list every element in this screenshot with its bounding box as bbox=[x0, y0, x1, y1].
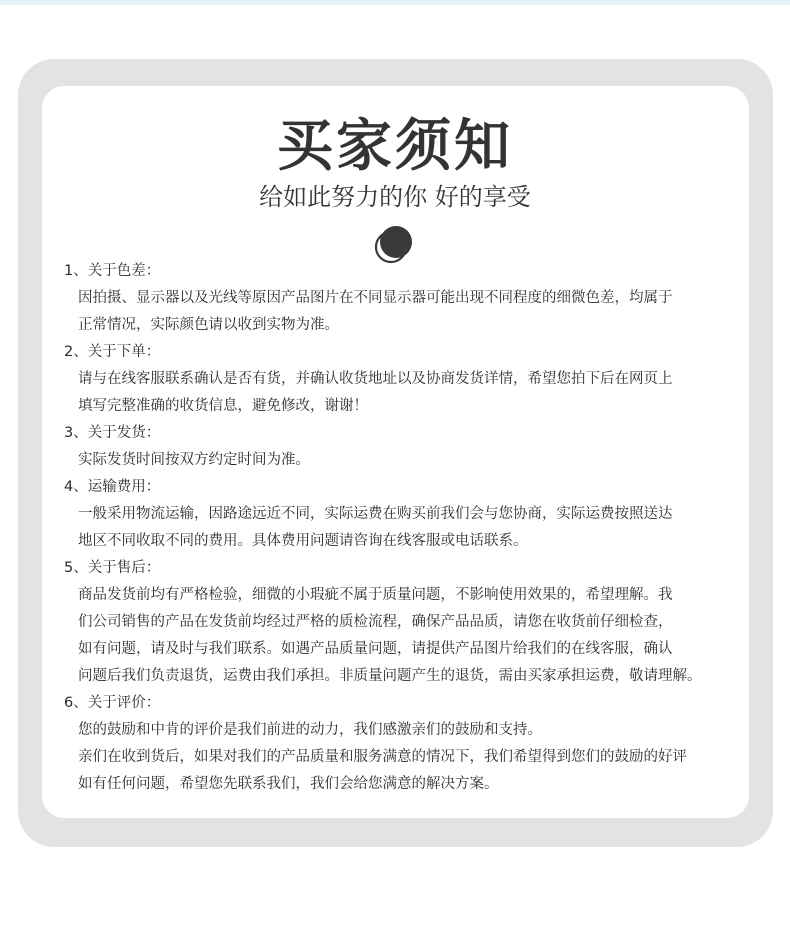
section-heading: 3、关于发货： bbox=[64, 425, 161, 441]
section-heading: 2、关于下单： bbox=[64, 344, 161, 360]
section-text-line: 请与在线客服联系确认是否有货，并确认收货地址以及协商发货详情，希望您拍下后在网页上 bbox=[78, 371, 673, 387]
section-text-line: 如有问题，请及时与我们联系。如遇产品质量问题，请提供产品图片给我们的在线客服，确认 bbox=[78, 641, 673, 657]
section-text-line: 因拍摄、显示器以及光线等原因产品图片在不同显示器可能出现不同程度的细微色差，均属于 bbox=[78, 290, 673, 306]
section-text-line: 正常情况，实际颜色请以收到实物为准。 bbox=[78, 317, 339, 333]
page-subtitle: 给如此努力的你 好的享受 bbox=[259, 183, 531, 211]
notice-section-reviews bbox=[64, 690, 754, 798]
section-heading: 6、关于评价： bbox=[64, 695, 161, 711]
section-heading: 1、关于色差： bbox=[64, 263, 161, 279]
section-text-line: 实际发货时间按双方约定时间为准。 bbox=[78, 452, 310, 468]
section-heading: 5、关于售后： bbox=[64, 560, 161, 576]
notice-content bbox=[64, 258, 754, 798]
section-text-line: 问题后我们负责退货，运费由我们承担。非质量问题产生的退货，需由买家承担运费，敬请理解。 bbox=[78, 668, 702, 684]
section-text-line: 亲们在收到货后，如果对我们的产品质量和服务满意的情况下，我们希望得到您们的鼓励的好评 bbox=[78, 749, 687, 765]
notice-section-freight bbox=[64, 474, 754, 555]
page-title: 买家须知 bbox=[277, 114, 513, 179]
section-text-line: 如有任何问题，希望您先联系我们，我们会给您满意的解决方案。 bbox=[78, 776, 499, 792]
section-text-line: 地区不同收取不同的费用。具体费用问题请咨询在线客服或电话联系。 bbox=[78, 533, 528, 549]
section-text-line: 填写完整准确的收货信息，避免修改，谢谢！ bbox=[78, 398, 368, 414]
section-text-line: 商品发货前均有严格检验，细微的小瑕疵不属于质量问题，不影响使用效果的，希望理解。我 bbox=[78, 587, 673, 603]
section-text-line: 们公司销售的产品在发货前均经过严格的质检流程，确保产品品质，请您在收货前仔细检查， bbox=[78, 614, 673, 630]
top-accent-strip bbox=[0, 0, 790, 5]
section-text-line: 一般采用物流运输，因路途远近不同，实际运费在购买前我们会与您协商，实际运费按照送达 bbox=[78, 506, 673, 522]
notice-section-after-sales bbox=[64, 555, 754, 690]
section-heading: 4、运输费用： bbox=[64, 479, 161, 495]
section-text-line: 您的鼓励和中肯的评价是我们前进的动力，我们感激亲们的鼓励和支持。 bbox=[78, 722, 542, 738]
notice-section-shipping bbox=[64, 420, 754, 474]
notice-section-ordering bbox=[64, 339, 754, 420]
notice-section-color-difference bbox=[64, 258, 754, 339]
